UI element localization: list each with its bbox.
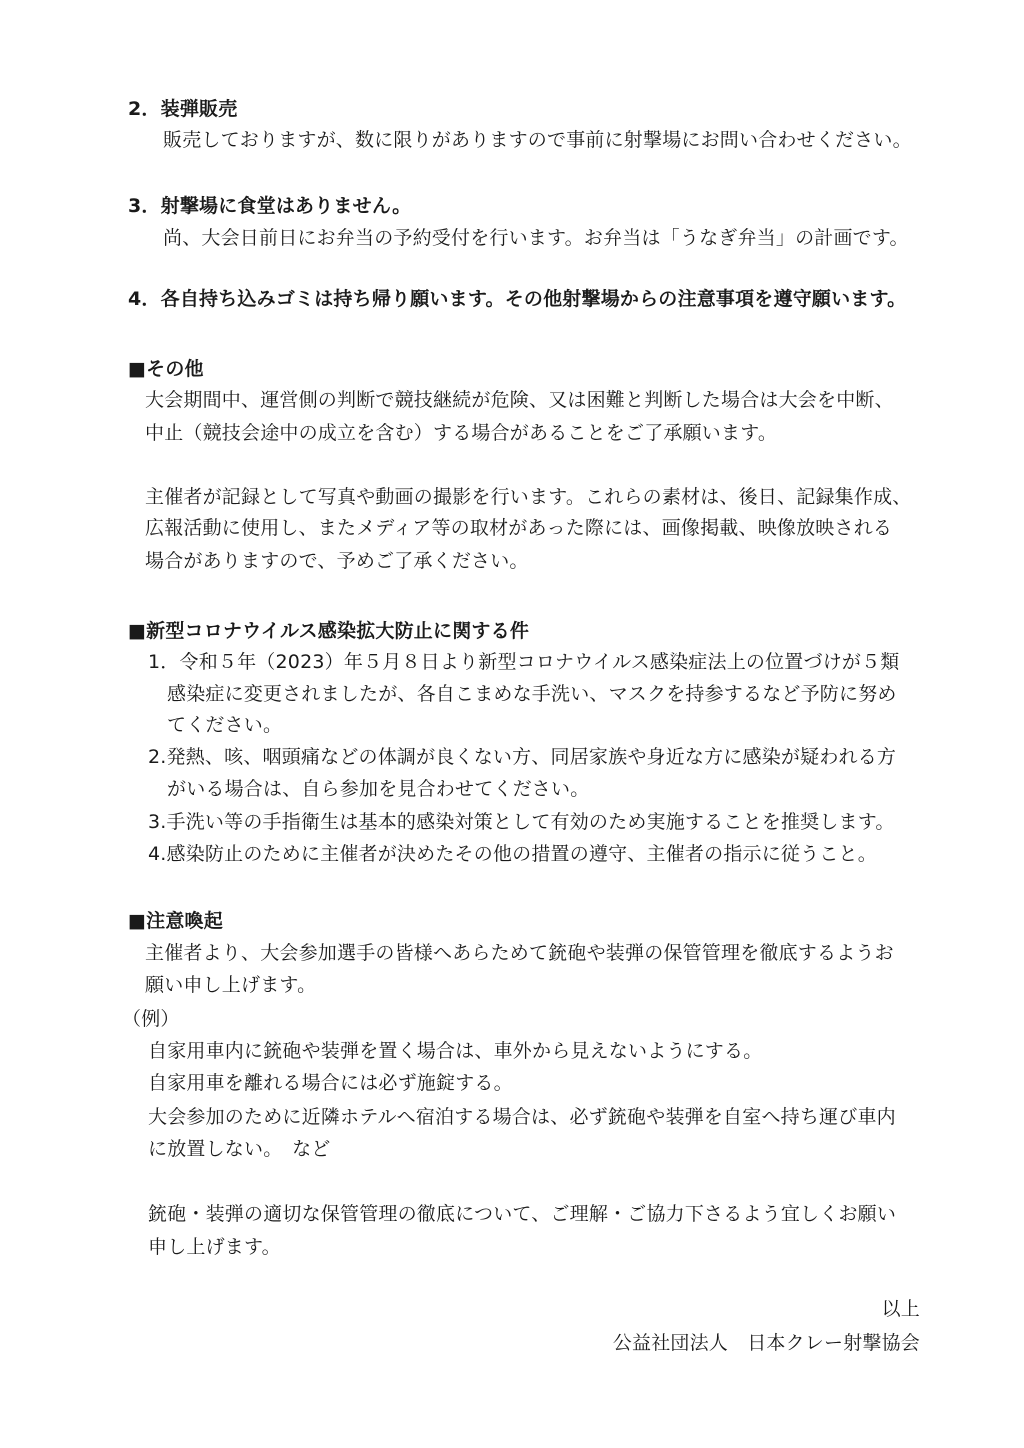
caution-closing-line1: 銃砲・装弾の適切な保管管理の徹底について、ご理解・ご協力下さるよう宜しくお願い: [148, 1203, 897, 1225]
caution-paragraph-line2: 願い申し上げます。: [145, 974, 317, 996]
corona-item4: 4.感染防止のために主催者が決めたその他の措置の遵守、主催者の指示に従うこと。: [148, 843, 877, 865]
corona-item2-line2: がいる場合は、自ら参加を見合わせてください。: [167, 778, 590, 800]
caution-example3-line1: 大会参加のために近隣ホテルへ宿泊する場合は、必ず銃砲や装弾を自室へ持ち運び車内: [148, 1106, 896, 1128]
other-paragraph1-line2: 中止（競技会途中の成立を含む）する場合があることをご了承願います。: [145, 422, 778, 444]
item3-heading: 3．射撃場に食堂はありません。: [128, 195, 412, 217]
caution-example2: 自家用車を離れる場合には必ず施錠する。: [148, 1072, 513, 1094]
other-paragraph2-line2: 広報活動に使用し、またメディア等の取材があった際には、画像掲載、映像放映される: [145, 517, 893, 539]
caution-closing-line2: 申し上げます。: [148, 1236, 281, 1258]
other-paragraph2-line3: 場合がありますので、予めご了承ください。: [145, 550, 529, 572]
corona-item1-line1: 1．令和５年（2023）年５月８日より新型コロナウイルス感染症法上の位置づけが５類: [148, 651, 900, 673]
organization-name: 公益社団法人 日本クレー射撃協会: [612, 1332, 920, 1354]
caution-example1: 自家用車内に銃砲や装弾を置く場合は、車外から見えないようにする。: [148, 1040, 763, 1062]
caution-example-label: （例）: [122, 1008, 180, 1030]
corona-item3: 3.手洗い等の手指衛生は基本的感染対策として有効のため実施することを推奨します。: [148, 811, 895, 833]
corona-item2-line1: 2.発熱、咳、咽頭痛などの体調が良くない方、同居家族や身近な方に感染が疑われる方: [148, 746, 897, 768]
caution-paragraph-line1: 主催者より、大会参加選手の皆様へあらためて銃砲や装弾の保管管理を徹底するようお: [145, 942, 894, 964]
corona-heading: ■新型コロナウイルス感染拡大防止に関する件: [128, 620, 530, 642]
item2-body: 販売しておりますが、数に限りがありますので事前に射撃場にお問い合わせください。: [163, 129, 912, 151]
other-paragraph2-line1: 主催者が記録として写真や動画の撮影を行います。これらの素材は、後日、記録集作成、: [145, 486, 912, 508]
caution-example3-line2: に放置しない。 など: [148, 1138, 331, 1160]
other-heading: ■その他: [128, 358, 204, 380]
other-paragraph1-line1: 大会期間中、運営側の判断で競技継続が危険、又は困難と判断した場合は大会を中断、: [145, 389, 894, 411]
end-mark: 以上: [881, 1298, 920, 1320]
item2-heading: 2．装弾販売: [128, 98, 238, 120]
caution-heading: ■注意喚起: [128, 910, 223, 932]
corona-item1-line3: てください。: [167, 714, 283, 736]
item3-body: 尚、大会日前日にお弁当の予約受付を行います。お弁当は「うなぎ弁当」の計画です。: [163, 227, 909, 249]
item4-heading: 4．各自持ち込みゴミは持ち帰り願います。その他射撃場からの注意事項を遵守願います。: [128, 288, 907, 310]
corona-item1-line2: 感染症に変更されましたが、各自こまめな手洗い、マスクを持参するなど予防に努め: [167, 683, 897, 705]
